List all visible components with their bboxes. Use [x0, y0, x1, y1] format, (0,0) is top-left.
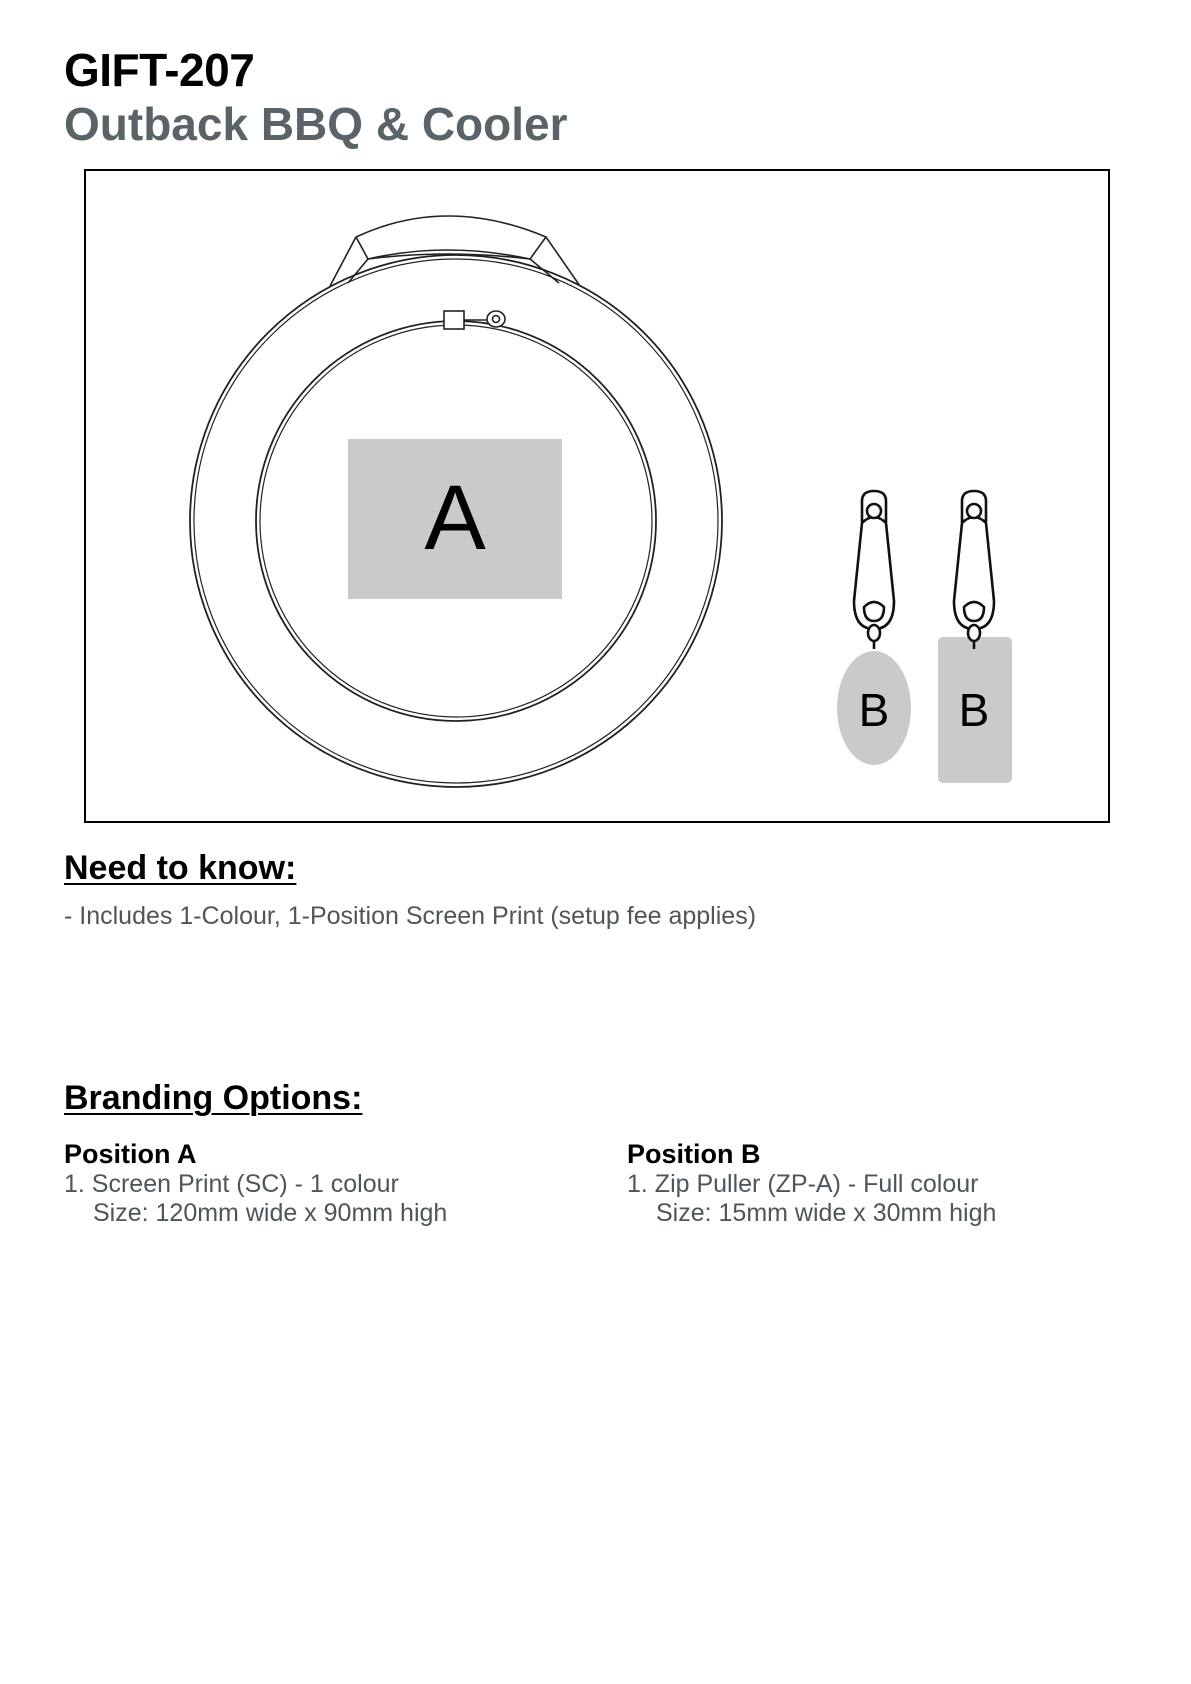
label-b-oval: B: [858, 684, 890, 736]
product-name: Outback BBQ & Cooler: [64, 98, 568, 150]
position-a-title: Position A: [64, 1139, 197, 1169]
position-a-method: 1. Screen Print (SC) - 1 colour: [64, 1170, 399, 1198]
zip-puller-icon: [954, 491, 994, 649]
position-b-block: [627, 1138, 1147, 1228]
label-b-rect: B: [958, 684, 990, 736]
product-code: GIFT-207: [64, 44, 255, 96]
label-a: A: [424, 467, 486, 569]
position-a-block: [64, 1138, 584, 1228]
product-diagram: [84, 169, 1110, 823]
need-to-know-title: Need to know:: [64, 849, 297, 887]
cooler-handle: [330, 216, 580, 286]
branding-options-title: Branding Options:: [64, 1079, 363, 1117]
position-a-size: Size: 120mm wide x 90mm high: [93, 1199, 448, 1227]
position-b-title: Position B: [627, 1139, 761, 1169]
zip-puller-icon: [854, 491, 894, 649]
cooler-illustration: [86, 171, 1112, 825]
need-to-know-item: - Includes 1-Colour, 1-Position Screen Print (setup fee applies): [64, 902, 757, 930]
position-b-size: Size: 15mm wide x 30mm high: [656, 1199, 997, 1227]
position-b-method: 1. Zip Puller (ZP-A) - Full colour: [627, 1170, 979, 1198]
